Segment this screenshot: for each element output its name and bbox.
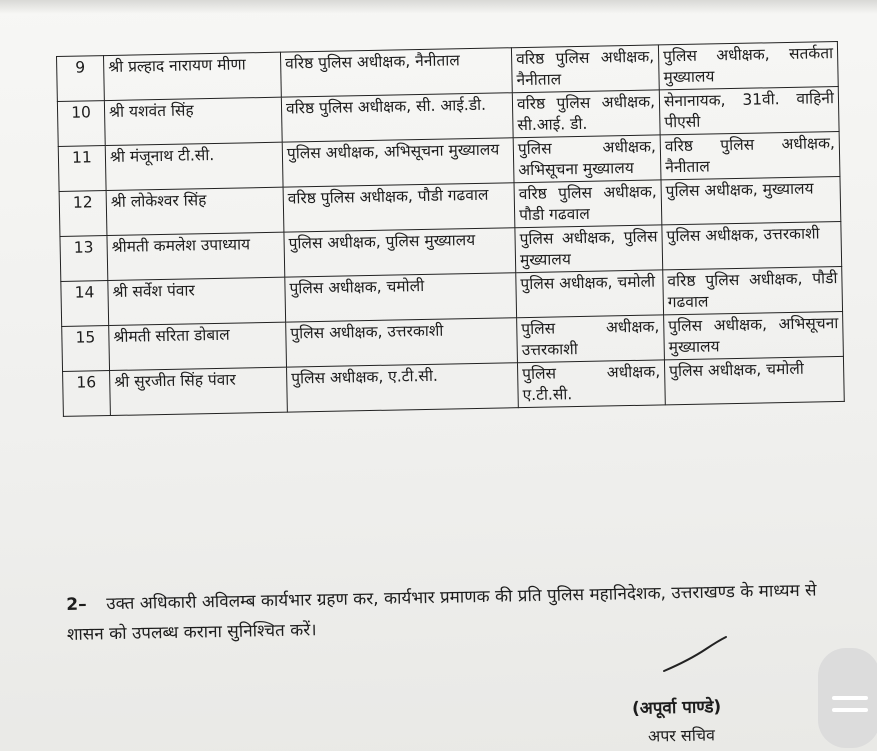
new-post-cell: सेनानायक, 31वी. वाहिनी पीएसी xyxy=(659,86,839,134)
officer-name-cell: श्री सर्वेश पंवार xyxy=(108,277,286,325)
present-post-cell: वरिष्ठ पुलिस अधीक्षक, सी.आई. डी. xyxy=(512,90,660,138)
officer-name-cell: श्री लोकेश्वर सिंह xyxy=(106,187,284,235)
new-post-cell: पुलिस अधीक्षक, अभिसूचना मुख्यालय xyxy=(664,311,844,359)
serial-number-cell: 14 xyxy=(61,281,109,327)
paragraph-text: उक्त अधिकारी अविलम्ब कार्यभार ग्रहण कर, कार्यभार प्रमाणक की प्रति पुलिस महानिदेशक, उत्तराखण्ड के माध्यम से शासन को उपलब्ध कराना सुनिश्चित करें। xyxy=(66,580,817,645)
serial-number-cell: 12 xyxy=(59,191,107,237)
new-post-cell: पुलिस अधीक्षक, उत्तरकाशी xyxy=(662,221,842,269)
serial-number-cell: 15 xyxy=(62,326,110,372)
current-post-cell: पुलिस अधीक्षक, अभिसूचना मुख्यालय xyxy=(282,138,514,187)
signature-scribble xyxy=(660,635,730,675)
new-post-cell: पुलिस अधीक्षक, मुख्यालय xyxy=(661,176,841,224)
serial-number-cell: 11 xyxy=(58,146,106,192)
officer-name-cell: श्री प्रल्हाद नारायण मीणा xyxy=(104,52,282,100)
current-post-cell: वरिष्ठ पुलिस अधीक्षक, सी. आई.डी. xyxy=(281,93,513,142)
signatory-name: (अपूर्वा पाण्डे) xyxy=(631,697,722,719)
serial-number-cell: 16 xyxy=(63,371,111,417)
menu-button[interactable] xyxy=(818,648,877,748)
new-post-cell: वरिष्ठ पुलिस अधीक्षक, पौडी गढवाल xyxy=(663,266,843,314)
current-post-cell: पुलिस अधीक्षक, चमोली xyxy=(285,273,517,322)
present-post-cell: वरिष्ठ पुलिस अधीक्षक, पौडी गढवाल xyxy=(514,180,662,228)
officer-name-cell: श्रीमती कमलेश उपाध्याय xyxy=(107,232,285,280)
present-post-cell: पुलिस अधीक्षक, अभिसूचना मुख्यालय xyxy=(513,135,661,183)
hamburger-menu-icon-line xyxy=(832,708,868,712)
current-post-cell: पुलिस अधीक्षक, पुलिस मुख्यालय xyxy=(284,228,516,277)
present-post-cell: वरिष्ठ पुलिस अधीक्षक, नैनीताल xyxy=(511,45,659,93)
current-post-cell: पुलिस अधीक्षक, ए.टी.सी. xyxy=(287,363,519,412)
officer-name-cell: श्री सुरजीत सिंह पंवार xyxy=(110,367,288,415)
transfer-table xyxy=(56,41,845,417)
officer-name-cell: श्रीमती सरिता डोबाल xyxy=(109,322,287,370)
serial-number-cell: 13 xyxy=(60,236,108,282)
new-post-cell: पुलिस अधीक्षक, सतर्कता मुख्यालय xyxy=(658,41,838,89)
transfer-table-body xyxy=(57,41,845,416)
new-post-cell: वरिष्ठ पुलिस अधीक्षक, नैनीताल xyxy=(660,131,840,179)
present-post-cell: पुलिस अधीक्षक, उत्तरकाशी xyxy=(517,315,665,363)
hamburger-menu-icon xyxy=(832,696,868,700)
present-post-cell: पुलिस अधीक्षक, पुलिस मुख्यालय xyxy=(515,225,663,273)
officer-name-cell: श्री मंजूनाथ टी.सी. xyxy=(105,142,283,190)
serial-number-cell: 10 xyxy=(57,101,105,147)
current-post-cell: वरिष्ठ पुलिस अधीक्षक, नैनीताल xyxy=(280,48,512,97)
current-post-cell: वरिष्ठ पुलिस अधीक्षक, पौडी गढवाल xyxy=(283,183,515,232)
page-edge-shadow xyxy=(0,0,877,14)
serial-number-cell: 9 xyxy=(57,56,105,102)
present-post-cell: पुलिस अधीक्षक, ए.टी.सी. xyxy=(517,360,665,408)
paragraph-number: 2– xyxy=(66,594,87,615)
officer-name-cell: श्री यशवंत सिंह xyxy=(104,97,282,145)
new-post-cell: पुलिस अधीक्षक, चमोली xyxy=(664,356,844,404)
present-post-cell: पुलिस अधीक्षक, चमोली xyxy=(516,270,664,318)
signatory-title: अपर सचिव xyxy=(647,725,716,746)
current-post-cell: पुलिस अधीक्षक, उत्तरकाशी xyxy=(286,318,518,367)
